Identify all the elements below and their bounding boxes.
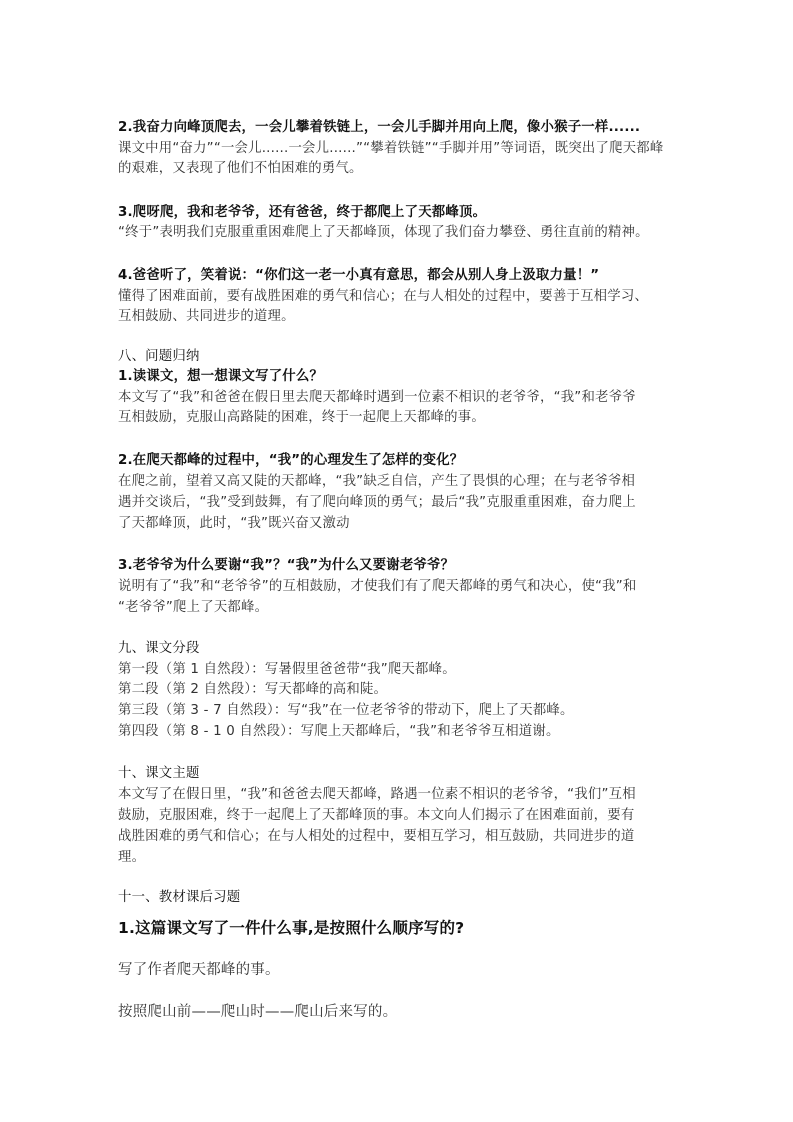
theme-line: 理。 [118, 850, 146, 865]
answer-line: 说明有了“我”和“老爷爷”的互相鼓励，才使我们有了爬天都峰的勇气和决心，使“我”和 [118, 579, 637, 594]
answer-line: “老爷爷”爬上了天都峰。 [118, 600, 269, 615]
answer-line: 课文中用“奋力”“一会儿......一会儿......”“攀着铁链”“手脚并用”等词语，既突出了爬天都峰 [118, 141, 664, 156]
answer-line: 互相鼓励，克服山高路陡的困难，终于一起爬上天都峰的事。 [118, 410, 485, 425]
section-heading: 十、课文主题 [118, 766, 200, 781]
exercise-answer: 按照爬山前——爬山时——爬山后来写的。 [118, 1004, 398, 1020]
exercise-question: 1.这篇课文写了一件什么事,是按照什么顺序写的? [118, 919, 465, 937]
section-heading: 十一、教材课后习题 [118, 890, 241, 905]
segment-line: 第一段（第 1 自然段）：写暑假里爸爸带“我”爬天都峰。 [118, 662, 456, 677]
theme-line: 战胜困难的勇气和信心；在与人相处的过程中，要相互学习，相互鼓励，共同进步的道 [118, 829, 635, 844]
segment-line: 第四段（第 8 - 1 0 自然段）：写爬上天都峰后，“我”和老爷爷互相道谢。 [118, 724, 560, 739]
question-title: 1.读课文，想一想课文写了什么？ [118, 369, 324, 384]
answer-line: 了天都峰顶，此时，“我”既兴奋又激动 [118, 516, 350, 531]
question-title: 2.我奋力向峰顶爬去，一会儿攀着铁链上，一会儿手脚并用向上爬，像小猴子一样...... [118, 120, 641, 135]
question-title: 4.爸爸听了，笑着说：“你们这一老一小真有意思，都会从别人身上汲取力量！” [118, 268, 600, 283]
theme-line: 鼓励，克服困难，终于一起爬上了天都峰顶的事。本文向人们揭示了在困难面前，要有 [118, 808, 635, 823]
segment-line: 第二段（第 2 自然段）：写天都峰的高和陡。 [118, 682, 388, 697]
answer-line: 遇并交谈后，“我”受到鼓舞，有了爬向峰顶的勇气；最后“我”克服重重困难，奋力爬上 [118, 495, 636, 510]
answer-line: 互相鼓励、共同进步的道理。 [118, 309, 295, 324]
answer-line: 本文写了“我”和爸爸在假日里去爬天都峰时遇到一位素不相识的老爷爷，“我”和老爷爷 [118, 390, 636, 405]
answer-line: 的艰难，又表现了他们不怕困难的勇气。 [118, 161, 363, 176]
segment-line: 第三段（第 3 - 7 自然段）：写“我”在一位老爷爷的带动下，爬上了天都峰。 [118, 703, 574, 718]
question-title: 2.在爬天都峰的过程中，“我”的心理发生了怎样的变化？ [118, 453, 464, 468]
answer-line: 懂得了困难面前，要有战胜困难的勇气和信心；在与人相处的过程中，要善于互相学习、 [118, 289, 649, 304]
answer-line: 在爬之前，望着又高又陡的天都峰，“我”缺乏自信，产生了畏惧的心理；在与老爷爷相 [118, 474, 636, 489]
theme-line: 本文写了在假日里，“我”和爸爸去爬天都峰，路遇一位素不相识的老爷爷，“我们”互相 [118, 787, 636, 802]
answer-line: “终于”表明我们克服重重困难爬上了天都峰顶，体现了我们奋力攀登、勇往直前的精神。 [118, 225, 649, 240]
section-heading: 九、课文分段 [118, 641, 200, 656]
question-title: 3.爬呀爬，我和老爷爷，还有爸爸，终于都爬上了天都峰顶。 [118, 205, 487, 220]
section-heading: 八、问题归纳 [118, 349, 200, 364]
question-title: 3.老爷爷为什么要谢“我”？“我”为什么又要谢老爷爷？ [118, 558, 455, 573]
exercise-answer: 写了作者爬天都峰的事。 [118, 962, 280, 978]
